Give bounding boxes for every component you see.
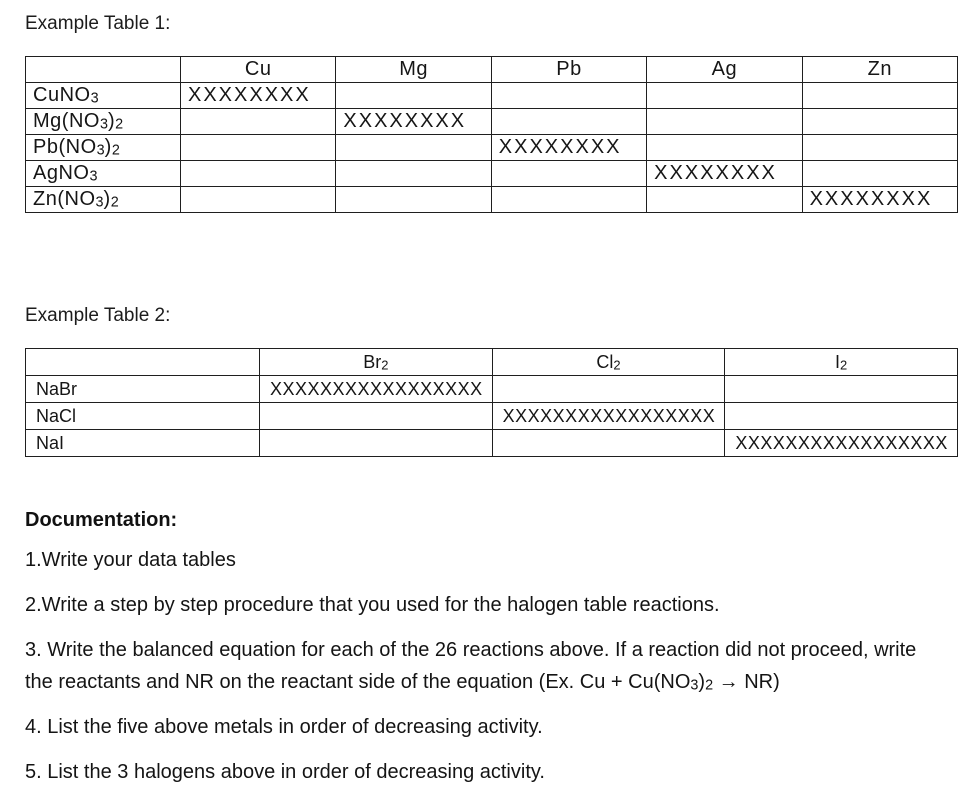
reaction-cell <box>802 109 957 135</box>
table2-header-cl2: $Cl_2$ <box>492 349 725 376</box>
table1-header-pb: Pb <box>491 57 646 83</box>
table-row <box>26 83 958 109</box>
table-row <box>26 376 958 403</box>
table2-header-br2: $Br_2$ <box>260 349 493 376</box>
row-label-cell: $Mg(NO_3)_2$ <box>26 109 181 135</box>
table-row <box>26 161 958 187</box>
row-label-cell: NaBr <box>26 376 260 403</box>
row-label-cell: AgNO$_3$ <box>26 161 181 187</box>
reaction-cell <box>647 83 802 109</box>
row-label-cell: NaCl <box>26 403 260 430</box>
reaction-cell <box>491 161 646 187</box>
doc-item-2: 2.Write a step by step procedure that you used for the halogen table reactions. <box>25 594 720 616</box>
row-label-cell: $Pb(NO_3)_2$ <box>26 135 181 161</box>
table-row <box>26 109 958 135</box>
table-row <box>26 430 958 457</box>
doc-item-5: 5. List the 3 halogens above in order of decreasing activity. <box>25 761 545 783</box>
table2-title: Example Table 2: <box>25 305 171 326</box>
example-table-1 <box>25 56 958 213</box>
reaction-cell <box>491 187 646 213</box>
reaction-cell <box>336 187 491 213</box>
row-label-cell: NaI <box>26 430 260 457</box>
reaction-cell: XXXXXXXX <box>647 161 802 187</box>
table1-header-zn: Zn <box>802 57 957 83</box>
reaction-cell <box>492 430 725 457</box>
table-row <box>26 135 958 161</box>
reaction-cell <box>181 187 336 213</box>
doc-item-1: 1.Write your data tables <box>25 549 236 571</box>
reaction-cell <box>260 403 493 430</box>
reaction-cell <box>336 161 491 187</box>
reaction-cell: XXXXXXXX <box>491 135 646 161</box>
table1-header-row <box>26 57 958 83</box>
reaction-cell <box>491 83 646 109</box>
table1-title: Example Table 1: <box>25 13 171 34</box>
reaction-cell <box>181 135 336 161</box>
reaction-cell <box>647 109 802 135</box>
doc-item-4: 4. List the five above metals in order of decreasing activity. <box>25 716 543 738</box>
row-label-cell: CuNO$_3$ <box>26 83 181 109</box>
table2-header-i2: $I_2$ <box>725 349 958 376</box>
row-label-cell: $Zn(NO_3)_2$ <box>26 187 181 213</box>
reaction-cell <box>647 135 802 161</box>
reaction-cell <box>181 109 336 135</box>
doc-item-3: 3. Write the balanced equation for each of the 26 reactions above. If a reaction did not proceed, write the reactants and NR on the reactant side of the equation (Ex. $Cu + Cu(NO_3)_2 \to NR$) <box>25 639 917 694</box>
reaction-cell <box>802 161 957 187</box>
table2-corner-cell <box>26 349 260 376</box>
reaction-cell: XXXXXXXXXXXXXXXXX <box>492 403 725 430</box>
reaction-cell <box>491 109 646 135</box>
table-row <box>26 187 958 213</box>
reaction-cell <box>492 376 725 403</box>
reaction-cell: XXXXXXXX <box>181 83 336 109</box>
reaction-cell: XXXXXXXXXXXXXXXXX <box>725 430 958 457</box>
reaction-cell <box>336 83 491 109</box>
reaction-cell: XXXXXXXX <box>802 187 957 213</box>
table1-header-mg: Mg <box>336 57 491 83</box>
reaction-cell <box>647 187 802 213</box>
table2-header-row <box>26 349 958 376</box>
table1-header-ag: Ag <box>647 57 802 83</box>
reaction-cell: XXXXXXXX <box>336 109 491 135</box>
reaction-cell <box>725 376 958 403</box>
table1-header-cu: Cu <box>181 57 336 83</box>
documentation-heading: Documentation: <box>25 509 178 531</box>
reaction-cell <box>725 403 958 430</box>
reaction-cell <box>802 83 957 109</box>
table1-corner-cell <box>26 57 181 83</box>
reaction-cell <box>260 430 493 457</box>
reaction-cell <box>802 135 957 161</box>
table-row <box>26 403 958 430</box>
reaction-cell <box>181 161 336 187</box>
example-table-2 <box>25 348 958 457</box>
reaction-cell: XXXXXXXXXXXXXXXXX <box>260 376 493 403</box>
reaction-cell <box>336 135 491 161</box>
